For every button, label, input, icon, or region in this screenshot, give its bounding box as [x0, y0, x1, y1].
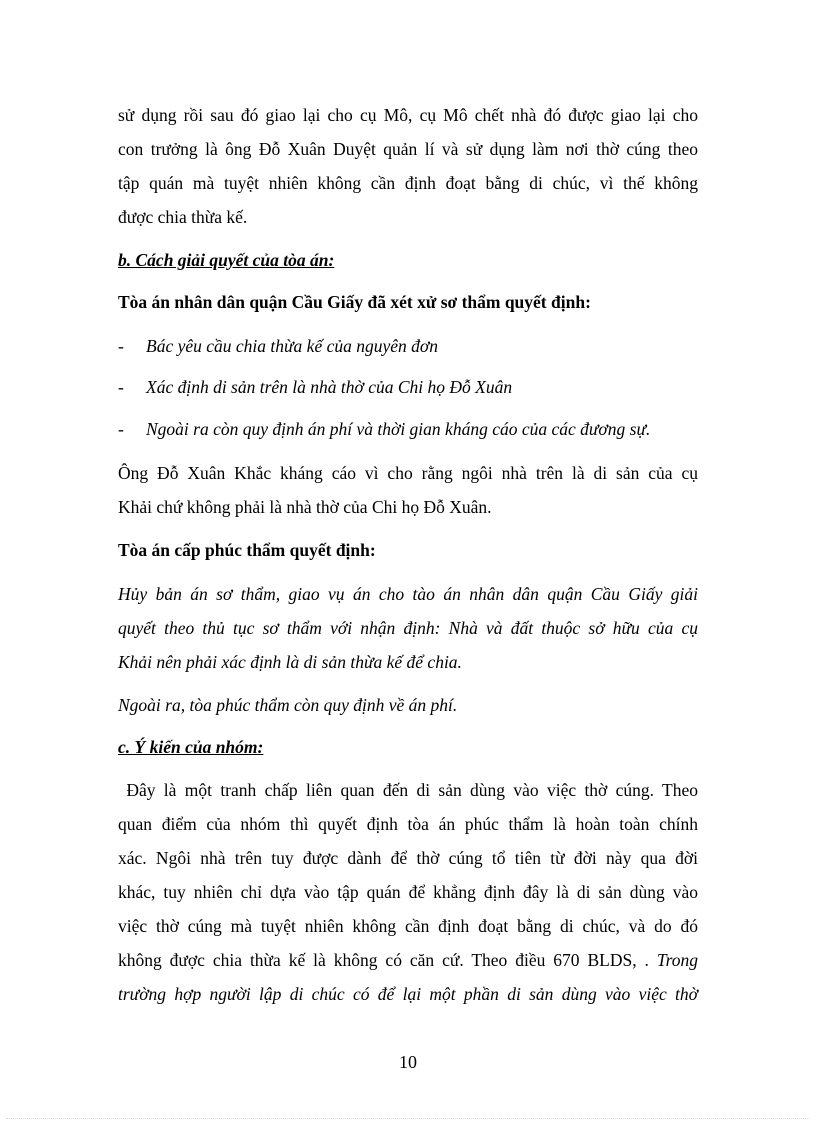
opinion-line-6-italic: Trong: [656, 950, 698, 970]
heading-c: c. Ý kiến của nhóm:: [118, 737, 264, 757]
opinion-line-7: trường hợp người lập di chúc có để lại một phần di sản dùng vào việc thờ: [118, 984, 698, 1004]
opinion-line-4: khác, tuy nhiên chỉ dựa vào tập quán để khẳng định đây là di sản dùng vào: [118, 882, 698, 902]
bullet-marker: -: [118, 419, 124, 439]
para1-line-2: con trưởng là ông Đỗ Xuân Duyệt quản lí và sử dụng làm nơi thờ cúng theo: [118, 139, 698, 159]
page-number: 10: [399, 1052, 417, 1072]
bullet-marker: -: [118, 336, 124, 356]
bullet-marker: -: [118, 377, 124, 397]
appeal-line-2: Khải chứ không phải là nhà thờ của Chi họ Đỗ Xuân.: [118, 497, 492, 517]
opinion-line-1: Đây là một tranh chấp liên quan đến di sản dùng vào việc thờ cúng. Theo: [118, 780, 698, 800]
opinion-line-6: [118, 943, 698, 977]
decision-line-1: Hủy bản án sơ thẩm, giao vụ án cho tào án nhân dân quận Cầu Giấy giải: [118, 584, 698, 604]
para1-line-4: được chia thừa kế.: [118, 207, 248, 227]
court2-title: Tòa án cấp phúc thẩm quyết định:: [118, 540, 376, 560]
para1-line-1: sử dụng rồi sau đó giao lại cho cụ Mô, cụ Mô chết nhà đó được giao lại cho: [118, 105, 698, 125]
heading-b: b. Cách giải quyết của tòa án:: [118, 250, 335, 270]
bullet-item: [118, 412, 650, 446]
bullet-item: [118, 370, 512, 404]
opinion-line-3: xác. Ngôi nhà trên tuy được dành để thờ cúng tổ tiên từ đời này qua đời: [118, 848, 698, 868]
page-bottom-divider: [6, 1118, 810, 1119]
bullet-text: Xác định di sản trên là nhà thờ của Chi họ Đỗ Xuân: [146, 377, 513, 397]
opinion-line-6-plain: không được chia thừa kế là không có căn cứ. Theo điều 670 BLDS, .: [118, 950, 657, 970]
bullet-item: [118, 329, 438, 363]
decision-line-3: Khải nên phải xác định là di sản thừa kế để chia.: [118, 652, 462, 672]
appeal-line-1: Ông Đỗ Xuân Khắc kháng cáo vì cho rằng ngôi nhà trên là di sản của cụ: [118, 463, 698, 483]
decision-line-2: quyết theo thủ tục sơ thẩm với nhận định: Nhà và đất thuộc sở hữu của cụ: [118, 618, 698, 638]
bullet-text: Ngoài ra còn quy định án phí và thời gian kháng cáo của các đương sự.: [146, 419, 651, 439]
opinion-line-5: việc thờ cúng mà tuyệt nhiên không cần định đoạt bằng di chúc, và do đó: [118, 916, 698, 936]
court1-title: Tòa án nhân dân quận Cầu Giấy đã xét xử sơ thẩm quyết định:: [118, 292, 591, 312]
decision-line-4: Ngoài ra, tòa phúc thẩm còn quy định về án phí.: [118, 695, 458, 715]
opinion-line-2: quan điểm của nhóm thì quyết định tòa án phúc thẩm là hoàn toàn chính: [118, 814, 698, 834]
para1-line-3: tập quán mà tuyệt nhiên không cần định đoạt bằng di chúc, vì thế không: [118, 173, 698, 193]
bullet-text: Bác yêu cầu chia thừa kế của nguyên đơn: [146, 336, 438, 356]
